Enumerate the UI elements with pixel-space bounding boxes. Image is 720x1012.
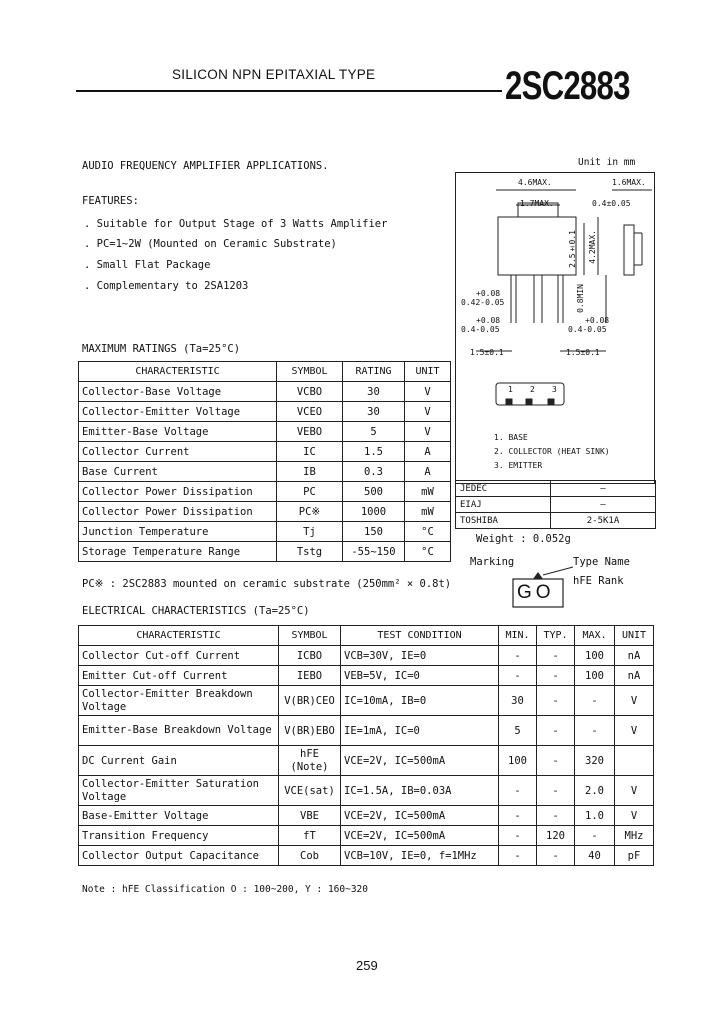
type-name-label: Type Name [573, 556, 630, 568]
dim-label: 1.6MAX. [612, 178, 646, 187]
dim-label: 2.5±0.1 [568, 230, 577, 268]
features-title: FEATURES: [82, 195, 139, 207]
unit-label: Unit in mm [578, 157, 636, 168]
feature-item: . Small Flat Package [84, 259, 211, 271]
weight-label: Weight : 0.052g [476, 533, 571, 545]
dim-label: 1.5±0.1 [566, 348, 600, 357]
table-row: Collector-Emitter Saturation Voltage VCE(sat) IC=1.5A, IB=0.03A - - 2.0 V [79, 776, 654, 806]
table-row: Emitter-Base Breakdown Voltage V(BR)EBO IE=1mA, IC=0 5 - - V [79, 716, 654, 746]
marking-code: GO [517, 582, 555, 603]
dim-label: 0.42-0.05 [461, 298, 505, 307]
dim-label: 0.8MIN [576, 284, 585, 313]
table-row: EIAJ — [456, 497, 656, 513]
table-row: Storage Temperature Range Tstg -55~150 °C [79, 542, 451, 562]
part-number: 2SC2883 [505, 64, 630, 108]
dim-label: 4.2MAX. [588, 230, 597, 264]
page-number: 259 [356, 958, 378, 973]
table-row: Collector Cut-off Current ICBO VCB=30V, IE=0 - - 100 nA [79, 646, 654, 666]
marking-label: Marking [470, 556, 515, 568]
header-type-label: SILICON NPN EPITAXIAL TYPE [172, 67, 376, 82]
table-row: Collector Power Dissipation PC 500 mW [79, 482, 451, 502]
table-row: Collector-Base Voltage VCBO 30 V [79, 382, 451, 402]
dim-label: 4.6MAX. [518, 178, 552, 187]
table-row: Emitter-Base Voltage VEBO 5 V [79, 422, 451, 442]
dim-label: 1.7MAX. [520, 199, 554, 208]
package-standards-table [455, 480, 656, 529]
elec-table [78, 625, 654, 866]
table-row: Collector-Emitter Breakdown Voltage V(BR)CEO IC=10mA, IB=0 30 - - V [79, 686, 654, 716]
elec-title: ELECTRICAL CHARACTERISTICS (Ta=25°C) [82, 605, 310, 617]
pin-number: 1 [508, 385, 513, 394]
application-title: AUDIO FREQUENCY AMPLIFIER APPLICATIONS. [82, 160, 329, 172]
max-ratings-note: PC※ : 2SC2883 mounted on ceramic substrate (250mm² × 0.8t) [82, 578, 452, 590]
dim-label: +0.08 [585, 316, 610, 325]
table-row: Transition Frequency fT VCE=2V, IC=500mA - 120 - MHz [79, 826, 654, 846]
dim-label: +0.08 [476, 316, 501, 325]
header-rule [76, 90, 502, 92]
max-ratings-title: MAXIMUM RATINGS (Ta=25°C) [82, 343, 241, 355]
table-row: Collector Power Dissipation PC※ 1000 mW [79, 502, 451, 522]
dim-label: 0.4±0.05 [592, 199, 631, 208]
pin-desc: 2. COLLECTOR (HEAT SINK) [494, 447, 610, 456]
elec-note: Note : hFE Classification O : 100~200, Y : 160~320 [82, 884, 368, 895]
table-row: TOSHIBA 2-5K1A [456, 513, 656, 529]
table-row: Emitter Cut-off Current IEBO VEB=5V, IC=0 - - 100 nA [79, 666, 654, 686]
pin-number: 3 [552, 385, 557, 394]
feature-item: . Complementary to 2SA1203 [84, 280, 249, 292]
table-row: Collector Current IC 1.5 A [79, 442, 451, 462]
pin-number: 2 [530, 385, 535, 394]
table-row: JEDEC — [456, 481, 656, 497]
dim-label: 0.4-0.05 [461, 325, 500, 334]
table-header-row: CHARACTERISTIC SYMBOL RATING UNIT [79, 362, 451, 382]
table-row: Collector-Emitter Voltage VCEO 30 V [79, 402, 451, 422]
table-row: Base Current IB 0.3 A [79, 462, 451, 482]
feature-item: . PC=1~2W (Mounted on Ceramic Substrate) [84, 238, 337, 250]
table-row: Base-Emitter Voltage VBE VCE=2V, IC=500mA - - 1.0 V [79, 806, 654, 826]
max-ratings-table [78, 361, 451, 562]
feature-item: . Suitable for Output Stage of 3 Watts Amplifier [84, 218, 388, 230]
table-row: Collector Output Capacitance Cob VCB=10V, IE=0, f=1MHz - - 40 pF [79, 846, 654, 866]
hfe-rank-label: hFE Rank [573, 575, 624, 587]
dim-label: 1.5±0.1 [470, 348, 504, 357]
table-header-row: CHARACTERISTIC SYMBOL TEST CONDITION MIN. TYP. MAX. UNIT [79, 626, 654, 646]
dim-label: +0.08 [476, 289, 501, 298]
pin-desc: 1. BASE [494, 433, 528, 442]
table-row: DC Current Gain hFE (Note) VCE=2V, IC=500mA 100 - 320 [79, 746, 654, 776]
dim-label: 0.4-0.05 [568, 325, 607, 334]
pin-desc: 3. EMITTER [494, 461, 543, 470]
table-row: Junction Temperature Tj 150 °C [79, 522, 451, 542]
